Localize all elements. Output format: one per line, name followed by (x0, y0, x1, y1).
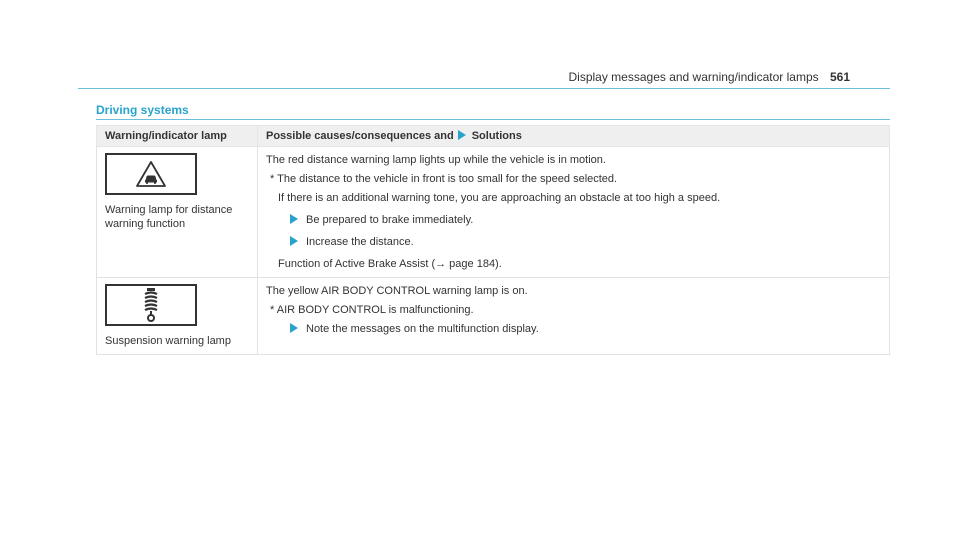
solution-arrow-icon (290, 236, 298, 246)
lamp-label: Warning lamp for distance warning function (105, 204, 233, 230)
col-header-causes (258, 126, 890, 147)
additional-info-text: If there is an additional warning tone, you are approaching an obstacle at too high a speed. (278, 192, 721, 204)
table-row (97, 147, 890, 278)
header-divider (78, 88, 890, 89)
table-header-row (97, 126, 890, 147)
section-title: Driving systems (96, 103, 189, 117)
solution-item (290, 235, 881, 249)
section-divider (96, 119, 890, 120)
causes-cell (258, 278, 890, 355)
lamp-cell (97, 147, 258, 278)
solution-text: Be prepared to brake immediately. (306, 214, 474, 226)
causes-cell (258, 147, 890, 278)
solution-item (290, 322, 881, 336)
cause-text: * The distance to the vehicle in front is too small for the speed selected. (270, 173, 618, 185)
warning-lamp-table (96, 125, 890, 355)
description-text: The yellow AIR BODY CONTROL warning lamp is on. (266, 285, 528, 297)
table-row (97, 278, 890, 355)
solution-arrow-icon (290, 214, 298, 224)
solution-arrow-icon (458, 130, 466, 140)
lamp-label: Suspension warning lamp (105, 335, 231, 347)
page-number: 561 (829, 70, 850, 84)
description-text: The red distance warning lamp lights up while the vehicle is in motion. (266, 154, 606, 166)
col-header-causes-prefix: Possible causes/consequences and (266, 130, 454, 142)
running-header (569, 70, 851, 84)
page-reference-link[interactable]: Function of Active Brake Assist (→ page 184). (278, 258, 502, 270)
col-header-lamp: Warning/indicator lamp (97, 126, 258, 147)
distance-warning-triangle-car-icon (105, 153, 197, 195)
solution-text: Note the messages on the multifunction display. (306, 323, 539, 335)
running-header-title: Display messages and warning/indicator lamps (568, 70, 819, 84)
suspension-spring-icon (105, 284, 197, 326)
solution-arrow-icon (290, 323, 298, 333)
solution-text: Increase the distance. (306, 236, 414, 248)
col-header-solutions: Solutions (471, 130, 522, 142)
cause-text: * AIR BODY CONTROL is malfunctioning. (270, 304, 474, 316)
solution-item (290, 213, 881, 227)
lamp-cell (97, 278, 258, 355)
